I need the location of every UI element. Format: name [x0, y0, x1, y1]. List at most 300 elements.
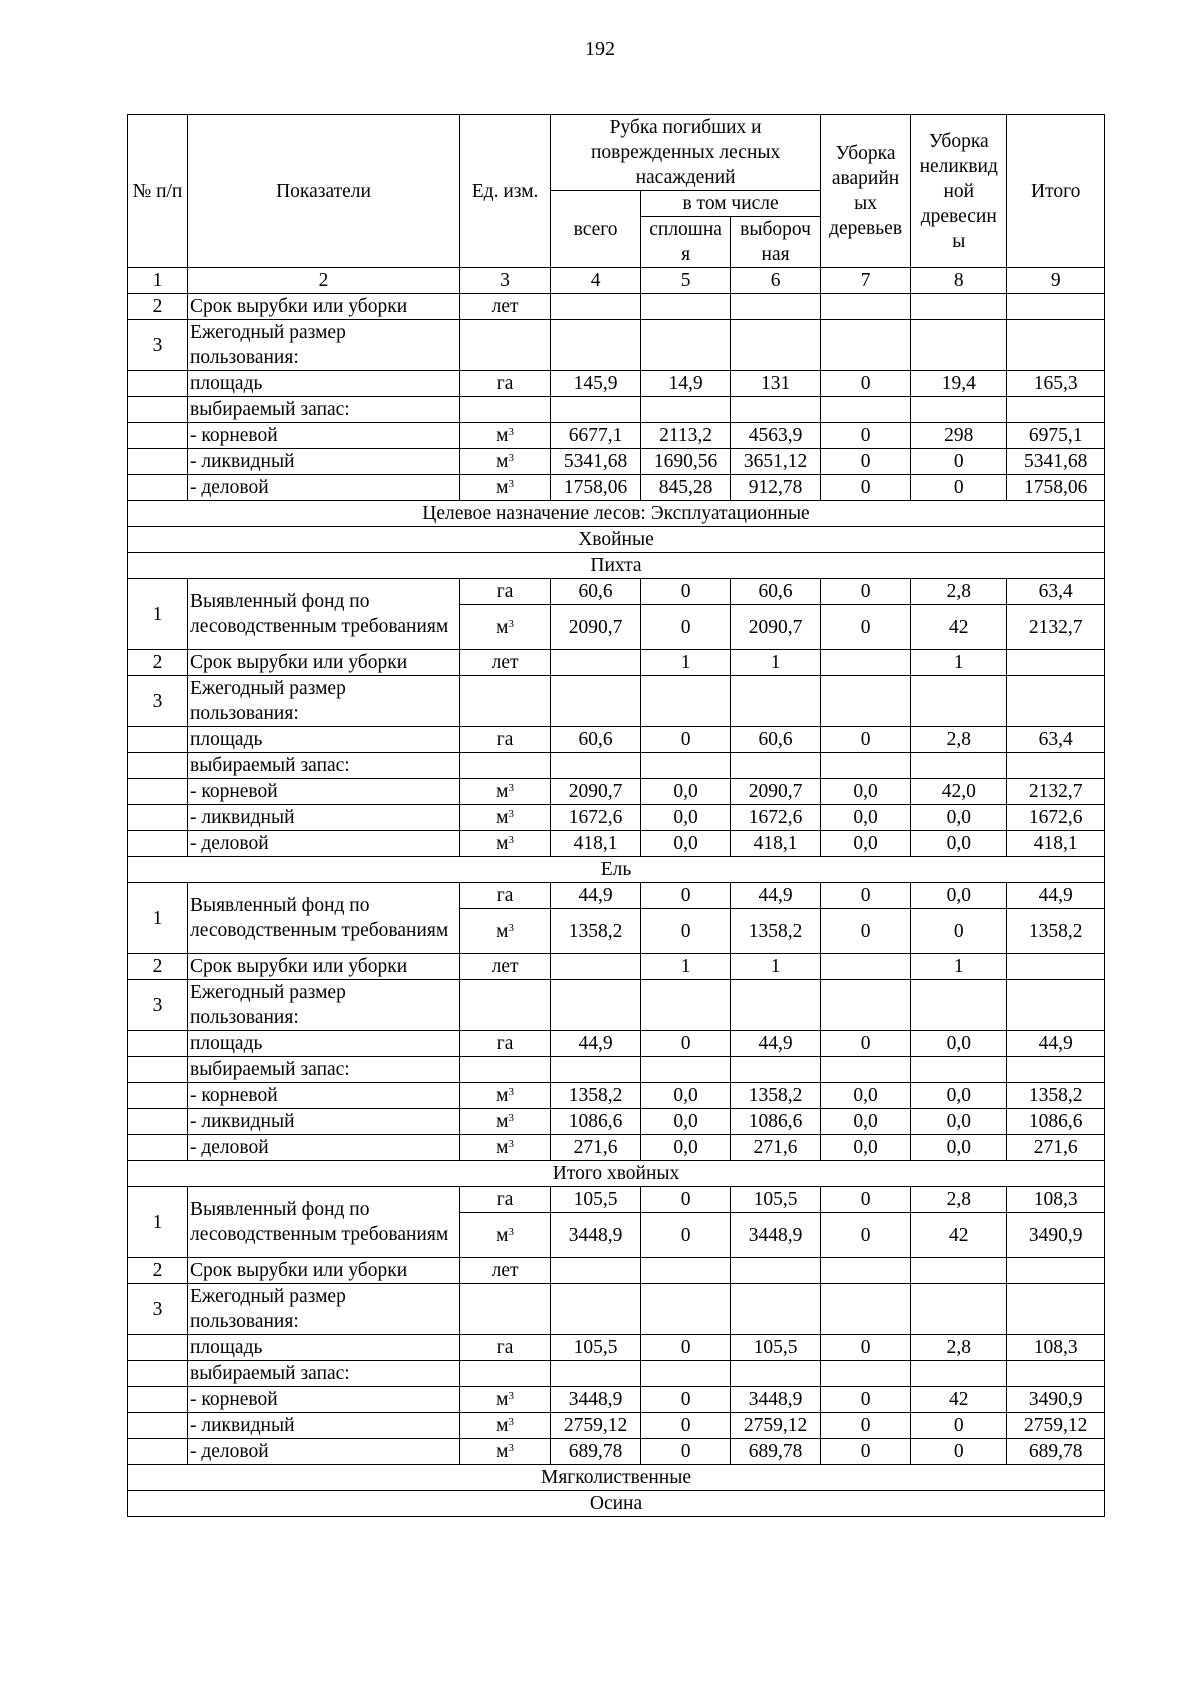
value-cell: [1007, 1258, 1105, 1284]
unit-cell: [460, 650, 551, 676]
table-row: [128, 779, 1105, 805]
unit-cell: [460, 1361, 551, 1387]
section-row: [128, 501, 1105, 527]
section-title: Целевое назначение лесов: Эксплуатационные: [128, 501, 1105, 527]
unit-text: лет: [491, 1260, 519, 1281]
value-cell: 0: [821, 475, 911, 501]
value-cell: 271,6: [1007, 1135, 1105, 1161]
unit-text: м: [496, 1415, 509, 1436]
value-cell: 0: [821, 1213, 911, 1258]
unit-superscript: 3: [508, 808, 515, 820]
value-cell: [551, 1361, 641, 1387]
value-cell: 44,9: [551, 1031, 641, 1057]
row-label: площадь: [187, 1335, 459, 1361]
row-index: 3: [128, 1284, 188, 1335]
unit-text: га: [496, 581, 514, 602]
row-index: 2: [128, 294, 188, 320]
row-index: [128, 475, 188, 501]
value-cell: 0: [641, 1335, 731, 1361]
value-cell: 6975,1: [1007, 423, 1105, 449]
value-cell: 105,5: [731, 1187, 821, 1213]
unit-cell: [460, 1284, 551, 1335]
value-cell: 60,6: [551, 579, 641, 605]
value-cell: [731, 1258, 821, 1284]
unit-superscript: 3: [508, 1086, 515, 1098]
column-number: 9: [1007, 268, 1105, 294]
value-cell: 0,0: [821, 805, 911, 831]
column-number: 1: [128, 268, 188, 294]
value-cell: 1: [641, 954, 731, 980]
value-cell: 271,6: [551, 1135, 641, 1161]
section-title: Ель: [128, 857, 1105, 883]
unit-superscript: 3: [508, 834, 515, 846]
value-cell: 1672,6: [731, 805, 821, 831]
value-cell: 0,0: [911, 883, 1007, 909]
section-row: [128, 857, 1105, 883]
value-cell: 0,0: [911, 1083, 1007, 1109]
table-row: [128, 449, 1105, 475]
unit-cell: [460, 1413, 551, 1439]
value-cell: 0: [821, 1031, 911, 1057]
value-cell: [911, 1057, 1007, 1083]
value-cell: 0: [641, 1213, 731, 1258]
value-cell: 0,0: [641, 1083, 731, 1109]
row-index: 2: [128, 650, 188, 676]
value-cell: 1672,6: [1007, 805, 1105, 831]
value-cell: 0: [911, 1439, 1007, 1465]
row-index: [128, 779, 188, 805]
column-number: 5: [641, 268, 731, 294]
unit-text: м: [496, 807, 509, 828]
row-index: [128, 1109, 188, 1135]
row-label: Ежегодный размер пользования:: [187, 320, 459, 371]
value-cell: 44,9: [1007, 1031, 1105, 1057]
table-row: [128, 475, 1105, 501]
unit-cell: [460, 1335, 551, 1361]
value-cell: 105,5: [551, 1187, 641, 1213]
row-index: [128, 423, 188, 449]
table-row: [128, 1083, 1105, 1109]
table-row: [128, 1387, 1105, 1413]
table-row: [128, 1187, 1105, 1213]
unit-cell: [460, 831, 551, 857]
value-cell: 0: [821, 727, 911, 753]
row-index: 3: [128, 320, 188, 371]
header-unit: Ед. изм.: [460, 115, 551, 268]
value-cell: 2759,12: [731, 1413, 821, 1439]
value-cell: 0: [821, 1335, 911, 1361]
unit-text: м: [496, 1441, 509, 1462]
row-index: [128, 1439, 188, 1465]
value-cell: 0,0: [911, 831, 1007, 857]
value-cell: 0: [641, 1031, 731, 1057]
value-cell: [641, 1361, 731, 1387]
value-cell: [551, 676, 641, 727]
value-cell: [551, 753, 641, 779]
row-label: выбираемый запас:: [187, 397, 459, 423]
row-index: 3: [128, 676, 188, 727]
value-cell: [551, 650, 641, 676]
value-cell: 4563,9: [731, 423, 821, 449]
unit-text: м: [496, 1224, 509, 1246]
value-cell: 912,78: [731, 475, 821, 501]
value-cell: [821, 753, 911, 779]
value-cell: 0: [641, 1439, 731, 1465]
section-row: [128, 1465, 1105, 1491]
section-title: Итого хвойных: [128, 1161, 1105, 1187]
value-cell: 418,1: [551, 831, 641, 857]
unit-cell: [460, 1387, 551, 1413]
value-cell: 1: [911, 650, 1007, 676]
page-number: 192: [585, 38, 615, 60]
column-number: 2: [187, 268, 459, 294]
value-cell: 418,1: [1007, 831, 1105, 857]
value-cell: [821, 1361, 911, 1387]
unit-text: га: [496, 1033, 514, 1054]
table-row: [128, 980, 1105, 1031]
value-cell: 0: [911, 449, 1007, 475]
value-cell: [731, 397, 821, 423]
value-cell: 0,0: [911, 805, 1007, 831]
value-cell: [551, 980, 641, 1031]
table-row: [128, 1135, 1105, 1161]
unit-cell: [460, 423, 551, 449]
section-title: Хвойные: [128, 527, 1105, 553]
value-cell: 2759,12: [1007, 1413, 1105, 1439]
value-cell: 0: [911, 1413, 1007, 1439]
row-index: [128, 1083, 188, 1109]
unit-cell: [460, 1135, 551, 1161]
header-total: Итого: [1007, 115, 1105, 268]
value-cell: [551, 1258, 641, 1284]
table-row: [128, 1109, 1105, 1135]
value-cell: [551, 320, 641, 371]
row-index: [128, 805, 188, 831]
header-emergency: Уборка аварийн ых деревьев: [821, 115, 911, 268]
row-label: - ликвидный: [187, 1109, 459, 1135]
row-label: - ликвидный: [187, 449, 459, 475]
unit-text: м: [496, 425, 509, 446]
value-cell: 1086,6: [551, 1109, 641, 1135]
row-index: [128, 727, 188, 753]
unit-cell: [460, 805, 551, 831]
row-index: [128, 1135, 188, 1161]
row-index: [128, 1335, 188, 1361]
value-cell: 131: [731, 371, 821, 397]
value-cell: [731, 1057, 821, 1083]
header-illiquid: Уборка неликвид ной древесин ы: [911, 115, 1007, 268]
value-cell: 0: [641, 605, 731, 650]
unit-superscript: 3: [508, 1225, 515, 1238]
unit-cell: [460, 1083, 551, 1109]
unit-cell: [460, 1213, 551, 1258]
value-cell: 1758,06: [1007, 475, 1105, 501]
unit-superscript: 3: [508, 478, 515, 490]
unit-text: га: [496, 373, 514, 394]
row-label: Срок вырубки или уборки: [187, 294, 459, 320]
value-cell: [1007, 294, 1105, 320]
value-cell: [551, 397, 641, 423]
value-cell: [1007, 1361, 1105, 1387]
row-label: Ежегодный размер пользования:: [187, 676, 459, 727]
value-cell: 42: [911, 1387, 1007, 1413]
row-label: площадь: [187, 1031, 459, 1057]
table-row: [128, 579, 1105, 605]
value-cell: [821, 294, 911, 320]
value-cell: 1: [911, 954, 1007, 980]
row-index: 1: [128, 883, 188, 954]
row-label: - деловой: [187, 475, 459, 501]
value-cell: 63,4: [1007, 727, 1105, 753]
row-index: 2: [128, 1258, 188, 1284]
table-row: [128, 397, 1105, 423]
value-cell: 689,78: [1007, 1439, 1105, 1465]
row-index: 1: [128, 579, 188, 650]
unit-cell: [460, 320, 551, 371]
indicators-table: [127, 114, 1105, 1517]
unit-cell: [460, 294, 551, 320]
row-label: - корневой: [187, 423, 459, 449]
value-cell: 1358,2: [1007, 1083, 1105, 1109]
value-cell: 0: [821, 1187, 911, 1213]
row-label: Срок вырубки или уборки: [187, 650, 459, 676]
value-cell: 1358,2: [551, 909, 641, 954]
value-cell: 1: [731, 954, 821, 980]
value-cell: [641, 1057, 731, 1083]
value-cell: 0,0: [821, 831, 911, 857]
value-cell: 0: [821, 449, 911, 475]
table-row: [128, 1031, 1105, 1057]
table-row: [128, 831, 1105, 857]
value-cell: 42,0: [911, 779, 1007, 805]
table-header: [128, 115, 1105, 294]
column-number: 7: [821, 268, 911, 294]
row-index: 1: [128, 1187, 188, 1258]
value-cell: 2,8: [911, 1335, 1007, 1361]
unit-superscript: 3: [508, 617, 515, 630]
table-row: [128, 1284, 1105, 1335]
unit-cell: [460, 371, 551, 397]
value-cell: [911, 980, 1007, 1031]
table-row: [128, 1361, 1105, 1387]
value-cell: [1007, 397, 1105, 423]
value-cell: 2,8: [911, 579, 1007, 605]
value-cell: 42: [911, 1213, 1007, 1258]
value-cell: 0: [821, 371, 911, 397]
value-cell: [551, 1284, 641, 1335]
value-cell: [731, 676, 821, 727]
value-cell: 0: [641, 579, 731, 605]
value-cell: [911, 753, 1007, 779]
value-cell: 108,3: [1007, 1335, 1105, 1361]
unit-cell: [460, 676, 551, 727]
row-index: 3: [128, 980, 188, 1031]
row-index: [128, 449, 188, 475]
table-row: [128, 650, 1105, 676]
value-cell: [821, 676, 911, 727]
table-row: [128, 954, 1105, 980]
header-indicator: Показатели: [187, 115, 459, 268]
value-cell: [821, 1057, 911, 1083]
value-cell: 3448,9: [551, 1387, 641, 1413]
row-label: выбираемый запас:: [187, 753, 459, 779]
row-label: - ликвидный: [187, 805, 459, 831]
value-cell: 145,9: [551, 371, 641, 397]
header-clear: сплошна я: [641, 217, 731, 268]
value-cell: 0: [641, 909, 731, 954]
value-cell: 1690,56: [641, 449, 731, 475]
row-index: [128, 1057, 188, 1083]
table-row: [128, 727, 1105, 753]
value-cell: 44,9: [731, 1031, 821, 1057]
row-label: Ежегодный размер пользования:: [187, 1284, 459, 1335]
value-cell: 5341,68: [1007, 449, 1105, 475]
value-cell: 0: [821, 909, 911, 954]
value-cell: [551, 954, 641, 980]
value-cell: 0,0: [821, 1083, 911, 1109]
value-cell: 1358,2: [731, 909, 821, 954]
column-numbers-row: [128, 268, 1105, 294]
row-label: Срок вырубки или уборки: [187, 954, 459, 980]
unit-cell: [460, 883, 551, 909]
value-cell: [641, 753, 731, 779]
column-number: 4: [551, 268, 641, 294]
unit-cell: [460, 779, 551, 805]
value-cell: 63,4: [1007, 579, 1105, 605]
value-cell: 3490,9: [1007, 1213, 1105, 1258]
column-number: 6: [731, 268, 821, 294]
value-cell: 60,6: [731, 727, 821, 753]
unit-cell: [460, 1258, 551, 1284]
row-label: - корневой: [187, 1083, 459, 1109]
unit-text: лет: [491, 956, 519, 977]
value-cell: [1007, 320, 1105, 371]
value-cell: 19,4: [911, 371, 1007, 397]
unit-cell: [460, 909, 551, 954]
value-cell: 0: [821, 883, 911, 909]
row-label: площадь: [187, 727, 459, 753]
value-cell: 0: [641, 1413, 731, 1439]
value-cell: [911, 397, 1007, 423]
table-row: [128, 1439, 1105, 1465]
value-cell: 1086,6: [731, 1109, 821, 1135]
unit-superscript: 3: [508, 1112, 515, 1124]
unit-superscript: 3: [508, 921, 515, 934]
row-label: Ежегодный размер пользования:: [187, 980, 459, 1031]
value-cell: 845,28: [641, 475, 731, 501]
row-index: [128, 1361, 188, 1387]
value-cell: [1007, 650, 1105, 676]
value-cell: 0,0: [911, 1031, 1007, 1057]
value-cell: [1007, 1284, 1105, 1335]
row-index: [128, 1031, 188, 1057]
table-row: [128, 753, 1105, 779]
row-label: Выявленный фонд по лесоводственным требованиям: [187, 579, 459, 650]
table-row: [128, 294, 1105, 320]
value-cell: [731, 753, 821, 779]
unit-text: га: [496, 1337, 514, 1358]
value-cell: 0,0: [821, 779, 911, 805]
value-cell: [821, 980, 911, 1031]
value-cell: 44,9: [731, 883, 821, 909]
unit-cell: [460, 397, 551, 423]
row-label: выбираемый запас:: [187, 1361, 459, 1387]
unit-cell: [460, 1439, 551, 1465]
row-label: - деловой: [187, 1439, 459, 1465]
value-cell: 1086,6: [1007, 1109, 1105, 1135]
unit-superscript: 3: [508, 1416, 515, 1428]
value-cell: 44,9: [1007, 883, 1105, 909]
value-cell: 2113,2: [641, 423, 731, 449]
table-row: [128, 1057, 1105, 1083]
unit-cell: [460, 449, 551, 475]
header-including: в том числе: [641, 191, 821, 217]
unit-text: м: [496, 616, 509, 638]
row-label: Срок вырубки или уборки: [187, 1258, 459, 1284]
table-row: [128, 1413, 1105, 1439]
unit-text: м: [496, 1137, 509, 1158]
row-label: - корневой: [187, 779, 459, 805]
section-title: Пихта: [128, 553, 1105, 579]
value-cell: [1007, 676, 1105, 727]
unit-cell: [460, 605, 551, 650]
table-row: [128, 371, 1105, 397]
value-cell: [1007, 954, 1105, 980]
table-row: [128, 423, 1105, 449]
value-cell: [911, 320, 1007, 371]
row-index: [128, 1387, 188, 1413]
value-cell: 0,0: [911, 1109, 1007, 1135]
value-cell: 0,0: [911, 1135, 1007, 1161]
value-cell: 0,0: [641, 1135, 731, 1161]
value-cell: 3448,9: [731, 1387, 821, 1413]
row-label: - деловой: [187, 831, 459, 857]
row-index: [128, 753, 188, 779]
value-cell: 0: [641, 883, 731, 909]
table-row: [128, 1258, 1105, 1284]
value-cell: [731, 320, 821, 371]
unit-cell: [460, 727, 551, 753]
header-num: № п/п: [128, 115, 188, 268]
value-cell: 2090,7: [731, 605, 821, 650]
value-cell: 0,0: [641, 779, 731, 805]
value-cell: 0: [911, 475, 1007, 501]
value-cell: [731, 980, 821, 1031]
unit-text: м: [496, 1111, 509, 1132]
unit-cell: [460, 475, 551, 501]
row-label: - корневой: [187, 1387, 459, 1413]
unit-cell: [460, 1109, 551, 1135]
value-cell: 1: [731, 650, 821, 676]
header-selective: выбороч ная: [731, 217, 821, 268]
value-cell: 0: [821, 1387, 911, 1413]
value-cell: 2132,7: [1007, 779, 1105, 805]
value-cell: [641, 676, 731, 727]
value-cell: 0,0: [821, 1135, 911, 1161]
row-index: [128, 371, 188, 397]
value-cell: 3448,9: [731, 1213, 821, 1258]
table-row: [128, 320, 1105, 371]
value-cell: 0: [821, 579, 911, 605]
value-cell: [911, 1361, 1007, 1387]
column-number: 8: [911, 268, 1007, 294]
unit-cell: [460, 954, 551, 980]
unit-superscript: 3: [508, 1138, 515, 1150]
value-cell: [641, 1284, 731, 1335]
section-row: [128, 527, 1105, 553]
row-index: [128, 1413, 188, 1439]
value-cell: 0: [641, 727, 731, 753]
